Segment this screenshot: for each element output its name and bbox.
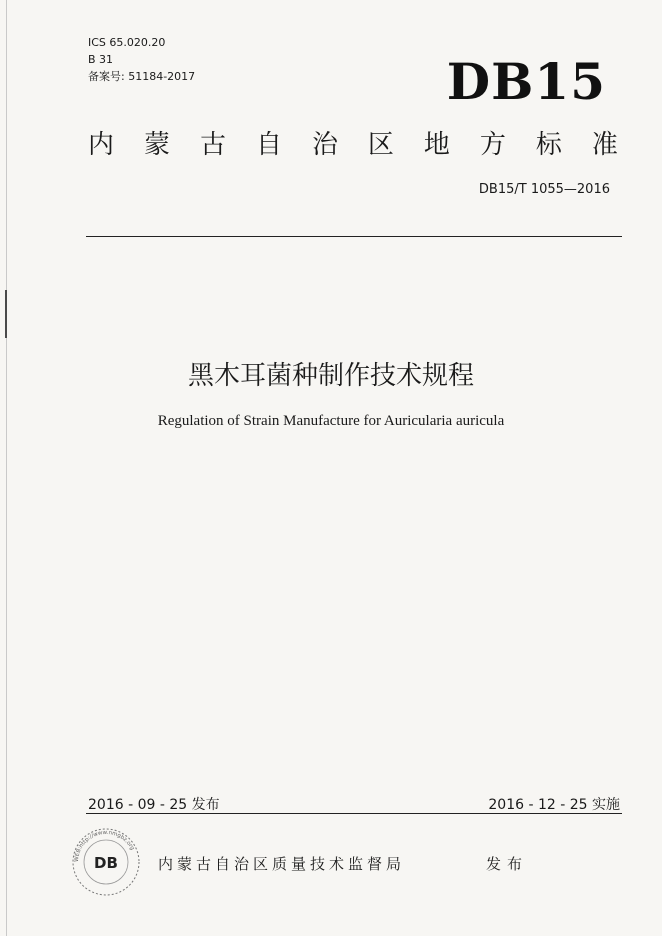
standard-type-char: 区 xyxy=(367,130,394,160)
db15-logo: DB15 xyxy=(446,52,606,111)
standard-type-char: 内 xyxy=(88,130,115,160)
standard-type-char: 标 xyxy=(535,130,562,160)
header-divider xyxy=(86,236,622,237)
record-number: 备案号: 51184-2017 xyxy=(88,70,196,83)
ics-code: ICS 65.020.20 xyxy=(88,36,166,49)
ccs-code: B 31 xyxy=(88,53,114,66)
publisher-name: 内蒙古自治区质量技术监督局 xyxy=(158,855,406,873)
scan-edge-line xyxy=(6,0,7,936)
implementation-date: 2016 - 12 - 25 实施 xyxy=(488,797,620,813)
standard-type-char: 治 xyxy=(311,130,338,160)
standard-number: DB15/T 1055—2016 xyxy=(478,182,610,197)
standard-type-char: 准 xyxy=(591,130,618,160)
standard-type-char: 自 xyxy=(255,130,282,160)
standard-type-char: 方 xyxy=(479,130,506,160)
standard-type-char: 古 xyxy=(199,130,226,160)
standard-type-char: 蒙 xyxy=(143,130,170,160)
scan-edge-mark xyxy=(5,290,7,338)
issue-date: 2016 - 09 - 25 发布 xyxy=(88,797,220,813)
seal-ring-text: WEB:http://www.nmgbz.org xyxy=(73,829,136,863)
publish-label: 发布 xyxy=(486,855,529,873)
standard-type-char: 地 xyxy=(423,130,450,160)
standard-type-heading xyxy=(88,128,618,162)
title-english: Regulation of Strain Manufacture for Auricularia auricula xyxy=(157,413,505,429)
footer-divider xyxy=(86,813,622,814)
title-chinese: 黑木耳菌种制作技术规程 xyxy=(187,361,474,391)
publisher-seal-icon xyxy=(70,826,142,898)
seal-center-text: DB xyxy=(94,854,118,872)
